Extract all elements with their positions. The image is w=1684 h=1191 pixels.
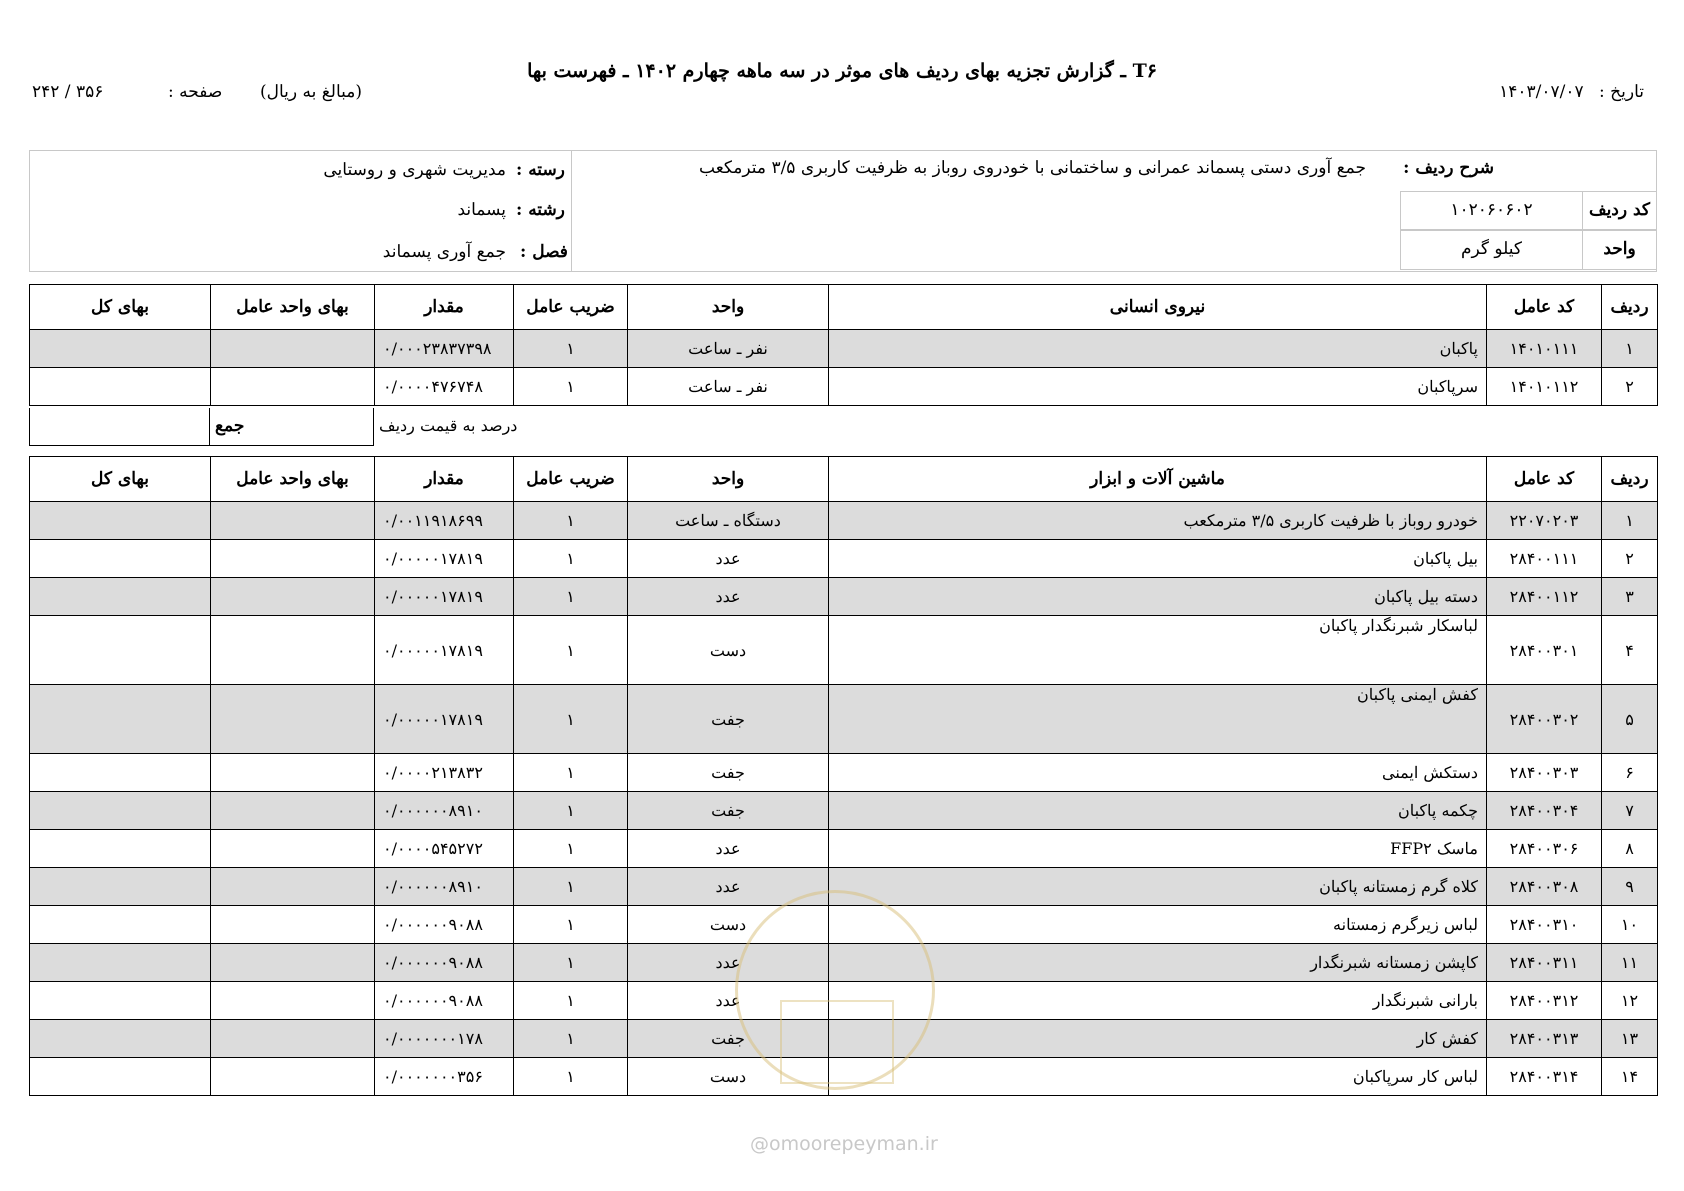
factor-coefficient: ۱ <box>514 754 628 792</box>
labor-header-row <box>30 285 1658 330</box>
row-number: ۱۴ <box>1602 1058 1658 1096</box>
factor-coefficient: ۱ <box>514 330 628 368</box>
factor-unit: عدد <box>628 830 829 868</box>
sum-total-cell <box>29 408 210 446</box>
factor-unit: دست <box>628 616 829 685</box>
row-number: ۱۲ <box>1602 982 1658 1020</box>
total-price-cell <box>30 368 211 406</box>
factor-coefficient: ۱ <box>514 830 628 868</box>
field-value: پسماند <box>457 200 506 220</box>
labor-sum-row <box>29 408 1657 446</box>
factor-code: ۲۲۰۷۰۲۰۳ <box>1487 502 1602 540</box>
field-label: رشته : <box>516 200 565 220</box>
row-number: ۲ <box>1602 540 1658 578</box>
factor-unit: عدد <box>628 868 829 906</box>
factor-description: کفش ایمنی پاکبان <box>829 685 1487 754</box>
factor-code: ۲۸۴۰۰۳۱۲ <box>1487 982 1602 1020</box>
total-price-cell <box>30 868 211 906</box>
row-number: ۴ <box>1602 616 1658 685</box>
sum-label: جمع <box>215 416 245 436</box>
factor-code: ۲۸۴۰۰۱۱۲ <box>1487 578 1602 616</box>
row-number: ۳ <box>1602 578 1658 616</box>
total-price-cell <box>30 982 211 1020</box>
unit-price-cell <box>211 616 375 685</box>
factor-coefficient: ۱ <box>514 616 628 685</box>
total-price-cell <box>30 330 211 368</box>
factor-quantity: ۰/۰۰۰۰۰۰۸۹۱۰ <box>375 792 514 830</box>
factor-coefficient: ۱ <box>514 792 628 830</box>
col-header-description: ماشین آلات و ابزار <box>829 457 1487 502</box>
col-header-coefficient: ضریب عامل <box>514 285 628 330</box>
factor-quantity: ۰/۰۰۰۰۰۰۹۰۸۸ <box>375 982 514 1020</box>
factor-coefficient: ۱ <box>514 1020 628 1058</box>
factor-description: سرپاکبان <box>829 368 1487 406</box>
row-number: ۷ <box>1602 792 1658 830</box>
page-number: ۳۵۶ / ۲۴۲ <box>32 82 104 102</box>
factor-unit: دستگاه ـ ساعت <box>628 502 829 540</box>
watermark-text: @omoorepeyman.ir <box>750 1133 938 1155</box>
unit-price-cell <box>211 868 375 906</box>
factor-coefficient: ۱ <box>514 578 628 616</box>
unit-price-cell <box>211 540 375 578</box>
unit-price-cell <box>211 944 375 982</box>
factor-quantity: ۰/۰۰۰۲۳۸۳۷۳۹۸ <box>375 330 514 368</box>
group-label: رسته : <box>516 160 565 180</box>
total-price-cell <box>30 616 211 685</box>
desc-label: شرح ردیف : <box>1403 158 1494 178</box>
col-header-quantity: مقدار <box>375 285 514 330</box>
unit-price-cell <box>211 982 375 1020</box>
factor-unit: دست <box>628 906 829 944</box>
row-number: ۱۱ <box>1602 944 1658 982</box>
factor-description: بیل پاکبان <box>829 540 1487 578</box>
factor-quantity: ۰/۰۰۰۰۰۰۸۹۱۰ <box>375 868 514 906</box>
code-label-cell <box>1582 191 1657 230</box>
total-price-cell <box>30 944 211 982</box>
total-price-cell <box>30 754 211 792</box>
factor-code: ۲۸۴۰۰۳۰۸ <box>1487 868 1602 906</box>
factor-unit: عدد <box>628 578 829 616</box>
factor-unit: نفر ـ ساعت <box>628 330 829 368</box>
factor-unit: عدد <box>628 944 829 982</box>
chapter-label: فصل : <box>520 242 568 262</box>
factor-coefficient: ۱ <box>514 982 628 1020</box>
factor-description: لباس کار سرپاکبان <box>829 1058 1487 1096</box>
factor-description: کلاه گرم زمستانه پاکبان <box>829 868 1487 906</box>
factor-coefficient: ۱ <box>514 540 628 578</box>
factor-code: ۲۸۴۰۰۳۱۰ <box>1487 906 1602 944</box>
factor-code: ۲۸۴۰۰۳۰۶ <box>1487 830 1602 868</box>
code-value: ۱۰۲۰۶۰۶۰۲ <box>1450 200 1533 220</box>
factor-description: لباسکار شبرنگدار پاکبان <box>829 616 1487 685</box>
col-header-description: نیروی انسانی <box>829 285 1487 330</box>
unit-price-cell <box>211 578 375 616</box>
factor-code: ۲۸۴۰۰۱۱۱ <box>1487 540 1602 578</box>
factor-description: پاکبان <box>829 330 1487 368</box>
factor-quantity: ۰/۰۰۰۰۰۰۰۱۷۸ <box>375 1020 514 1058</box>
unit-price-cell <box>211 502 375 540</box>
factor-quantity: ۰/۰۰۰۰۴۷۶۷۴۸ <box>375 368 514 406</box>
unit-price-cell <box>211 830 375 868</box>
table-row <box>30 754 1658 792</box>
table-row <box>30 330 1658 368</box>
total-price-cell <box>30 502 211 540</box>
row-number: ۵ <box>1602 685 1658 754</box>
factor-code: ۱۴۰۱۰۱۱۱ <box>1487 330 1602 368</box>
col-header-code: کد عامل <box>1487 285 1602 330</box>
factor-unit: جفت <box>628 685 829 754</box>
date-value: ۱۴۰۳/۰۷/۰۷ <box>1499 82 1584 102</box>
factor-coefficient: ۱ <box>514 906 628 944</box>
labor-table <box>29 284 1658 406</box>
col-header-unit: واحد <box>628 285 829 330</box>
unit-label: واحد <box>1603 239 1636 259</box>
page-label: صفحه : <box>168 82 223 102</box>
row-number: ۶ <box>1602 754 1658 792</box>
total-price-cell <box>30 792 211 830</box>
col-header-total-price: بهای کل <box>30 285 211 330</box>
table-row <box>30 502 1658 540</box>
total-price-cell <box>30 906 211 944</box>
factor-code: ۲۸۴۰۰۳۱۴ <box>1487 1058 1602 1096</box>
unit-price-cell <box>211 368 375 406</box>
factor-quantity: ۰/۰۰۰۰۰۱۷۸۱۹ <box>375 685 514 754</box>
factor-coefficient: ۱ <box>514 1058 628 1096</box>
col-header-unit-price: بهای واحد عامل <box>211 285 375 330</box>
unit-price-cell <box>211 330 375 368</box>
factor-quantity: ۰/۰۰۰۰۰۱۷۸۱۹ <box>375 616 514 685</box>
factor-coefficient: ۱ <box>514 685 628 754</box>
factor-unit: عدد <box>628 540 829 578</box>
factor-code: ۲۸۴۰۰۳۱۳ <box>1487 1020 1602 1058</box>
percent-label: درصد به قیمت ردیف <box>379 416 518 435</box>
col-header-row: ردیف <box>1602 285 1658 330</box>
date-label: تاریخ : <box>1599 82 1644 102</box>
table-row <box>30 830 1658 868</box>
total-price-cell <box>30 830 211 868</box>
total-price-cell <box>30 685 211 754</box>
factor-description: خودرو روباز با ظرفیت کاربری ۳/۵ مترمکعب <box>829 502 1487 540</box>
factor-code: ۱۴۰۱۰۱۱۲ <box>1487 368 1602 406</box>
row-number: ۱۰ <box>1602 906 1658 944</box>
factor-description: کاپشن زمستانه شبرنگدار <box>829 944 1487 982</box>
code-label: کد ردیف <box>1588 200 1651 220</box>
row-number: ۸ <box>1602 830 1658 868</box>
unit-price-cell <box>211 906 375 944</box>
factor-description: بارانی شبرنگدار <box>829 982 1487 1020</box>
factor-coefficient: ۱ <box>514 368 628 406</box>
col-header-row: ردیف <box>1602 457 1658 502</box>
col-header-quantity: مقدار <box>375 457 514 502</box>
factor-description: دستکش ایمنی <box>829 754 1487 792</box>
col-header-coefficient: ضریب عامل <box>514 457 628 502</box>
row-number: ۱ <box>1602 502 1658 540</box>
factor-coefficient: ۱ <box>514 868 628 906</box>
total-price-cell <box>30 1058 211 1096</box>
factor-quantity: ۰/۰۰۰۰۰۱۷۸۱۹ <box>375 540 514 578</box>
factor-code: ۲۸۴۰۰۳۱۱ <box>1487 944 1602 982</box>
row-number: ۹ <box>1602 868 1658 906</box>
factor-quantity: ۰/۰۰۰۰۵۴۵۲۷۲ <box>375 830 514 868</box>
unit-price-cell <box>211 1020 375 1058</box>
unit-price-cell <box>211 792 375 830</box>
factor-description: لباس زیرگرم زمستانه <box>829 906 1487 944</box>
code-value-cell <box>1400 191 1583 230</box>
factor-description: کفش کار <box>829 1020 1487 1058</box>
unit-value: کیلو گرم <box>1460 239 1523 259</box>
factor-unit: جفت <box>628 1020 829 1058</box>
factor-code: ۲۸۴۰۰۳۰۱ <box>1487 616 1602 685</box>
factor-unit: عدد <box>628 982 829 1020</box>
col-header-unit-price: بهای واحد عامل <box>211 457 375 502</box>
table-row <box>30 368 1658 406</box>
factor-quantity: ۰/۰۰۰۰۰۰۹۰۸۸ <box>375 944 514 982</box>
factor-quantity: ۰/۰۰۰۰۰۰۹۰۸۸ <box>375 906 514 944</box>
report-date <box>1499 82 1644 102</box>
unit-value-cell <box>1400 230 1583 270</box>
total-price-cell <box>30 578 211 616</box>
row-number: ۱۳ <box>1602 1020 1658 1058</box>
table-row <box>30 540 1658 578</box>
factor-description: ماسک FFP۲ <box>829 830 1487 868</box>
total-price-cell <box>30 1020 211 1058</box>
col-header-total-price: بهای کل <box>30 457 211 502</box>
factor-description: دسته بیل پاکبان <box>829 578 1487 616</box>
factor-quantity: ۰/۰۰۰۰۰۰۰۳۵۶ <box>375 1058 514 1096</box>
unit-label-cell <box>1582 230 1657 270</box>
factor-quantity: ۰/۰۰۰۰۲۱۳۸۳۲ <box>375 754 514 792</box>
factor-code: ۲۸۴۰۰۳۰۲ <box>1487 685 1602 754</box>
col-header-code: کد عامل <box>1487 457 1602 502</box>
factor-quantity: ۰/۰۰۱۱۹۱۸۶۹۹ <box>375 502 514 540</box>
info-divider <box>571 150 572 272</box>
factor-code: ۲۸۴۰۰۳۰۴ <box>1487 792 1602 830</box>
row-number: ۱ <box>1602 330 1658 368</box>
unit-price-cell <box>211 1058 375 1096</box>
amounts-note: (مبالغ به ریال) <box>260 82 363 102</box>
factor-unit: جفت <box>628 792 829 830</box>
table-row <box>30 792 1658 830</box>
col-header-unit: واحد <box>628 457 829 502</box>
total-price-cell <box>30 540 211 578</box>
unit-price-cell <box>211 685 375 754</box>
unit-price-cell <box>211 754 375 792</box>
report-title: T۶ ـ گزارش تجزیه بهای ردیف های موثر در سه ماهه چهارم ۱۴۰۲ ـ فهرست بها <box>527 60 1157 82</box>
machinery-header-row <box>30 457 1658 502</box>
factor-description: چکمه پاکبان <box>829 792 1487 830</box>
desc-value: جمع آوری دستی پسماند عمرانی و ساختمانی با خودروی روباز به ظرفیت کاربری ۳/۵ مترمکعب <box>699 158 1366 178</box>
chapter-value: جمع آوری پسماند <box>382 242 506 262</box>
table-row <box>30 578 1658 616</box>
factor-coefficient: ۱ <box>514 502 628 540</box>
factor-unit: دست <box>628 1058 829 1096</box>
watermark-building-icon <box>780 1000 894 1084</box>
factor-code: ۲۸۴۰۰۳۰۳ <box>1487 754 1602 792</box>
factor-unit: جفت <box>628 754 829 792</box>
group-value: مدیریت شهری و روستایی <box>323 160 506 180</box>
row-number: ۲ <box>1602 368 1658 406</box>
factor-coefficient: ۱ <box>514 944 628 982</box>
factor-unit: نفر ـ ساعت <box>628 368 829 406</box>
table-row <box>30 616 1658 685</box>
factor-quantity: ۰/۰۰۰۰۰۱۷۸۱۹ <box>375 578 514 616</box>
table-row <box>30 685 1658 754</box>
